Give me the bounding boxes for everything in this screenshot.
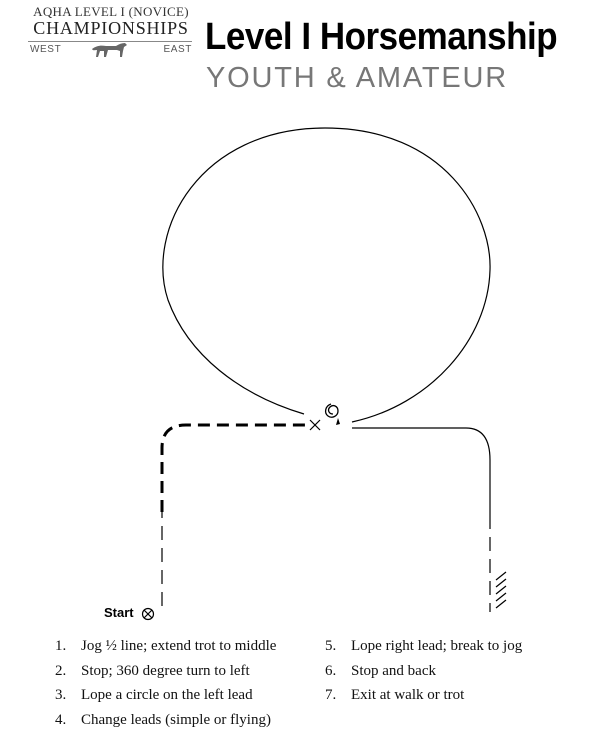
- logo-east-text: EAST: [163, 44, 192, 55]
- start-marker: [143, 609, 154, 620]
- step-number: 6.: [325, 662, 337, 679]
- jog-to-exit-line: [352, 428, 490, 515]
- step-text: Stop; 360 degree turn to left: [81, 662, 250, 679]
- step-text: Exit at walk or trot: [351, 687, 465, 703]
- list-item: [55, 712, 276, 736]
- list-item: [55, 663, 276, 688]
- list-item: [325, 687, 522, 712]
- lope-circle: [163, 128, 490, 422]
- page-subtitle: YOUTH & AMATEUR: [206, 62, 508, 94]
- step-number: 1.: [55, 638, 67, 654]
- page-title: Level I Horsemanship: [205, 16, 558, 58]
- step-text: Lope a circle on the left lead: [81, 687, 253, 703]
- logo-main-text: CHAMPIONSHIPS: [33, 18, 189, 38]
- step-text: Lope right lead; break to jog: [351, 638, 523, 654]
- start-label: Start: [104, 605, 134, 620]
- list-item: [55, 638, 276, 663]
- back-up-marks: [496, 572, 506, 608]
- step-text: Stop and back: [351, 662, 436, 679]
- step-text: Change leads (simple or flying): [81, 711, 271, 728]
- step-number: 4.: [55, 711, 67, 728]
- jog-line: [162, 425, 306, 512]
- steps-list-right: [325, 638, 522, 712]
- steps-list-left: [55, 638, 276, 736]
- step-number: 3.: [55, 687, 67, 703]
- step-number: 2.: [55, 662, 67, 679]
- logo-west-text: WEST: [30, 44, 62, 55]
- step-number: 5.: [325, 638, 337, 654]
- turn-spiral-icon: [326, 404, 338, 417]
- step-text: Jog ½ line; extend trot to middle: [81, 638, 277, 654]
- turn-arrow: [336, 418, 340, 425]
- list-item: [325, 638, 522, 663]
- list-item: [325, 663, 522, 688]
- logo-top-text: AQHA LEVEL I (NOVICE): [33, 4, 189, 19]
- stop-marker: [310, 420, 320, 430]
- step-number: 7.: [325, 687, 337, 703]
- list-item: [55, 687, 276, 712]
